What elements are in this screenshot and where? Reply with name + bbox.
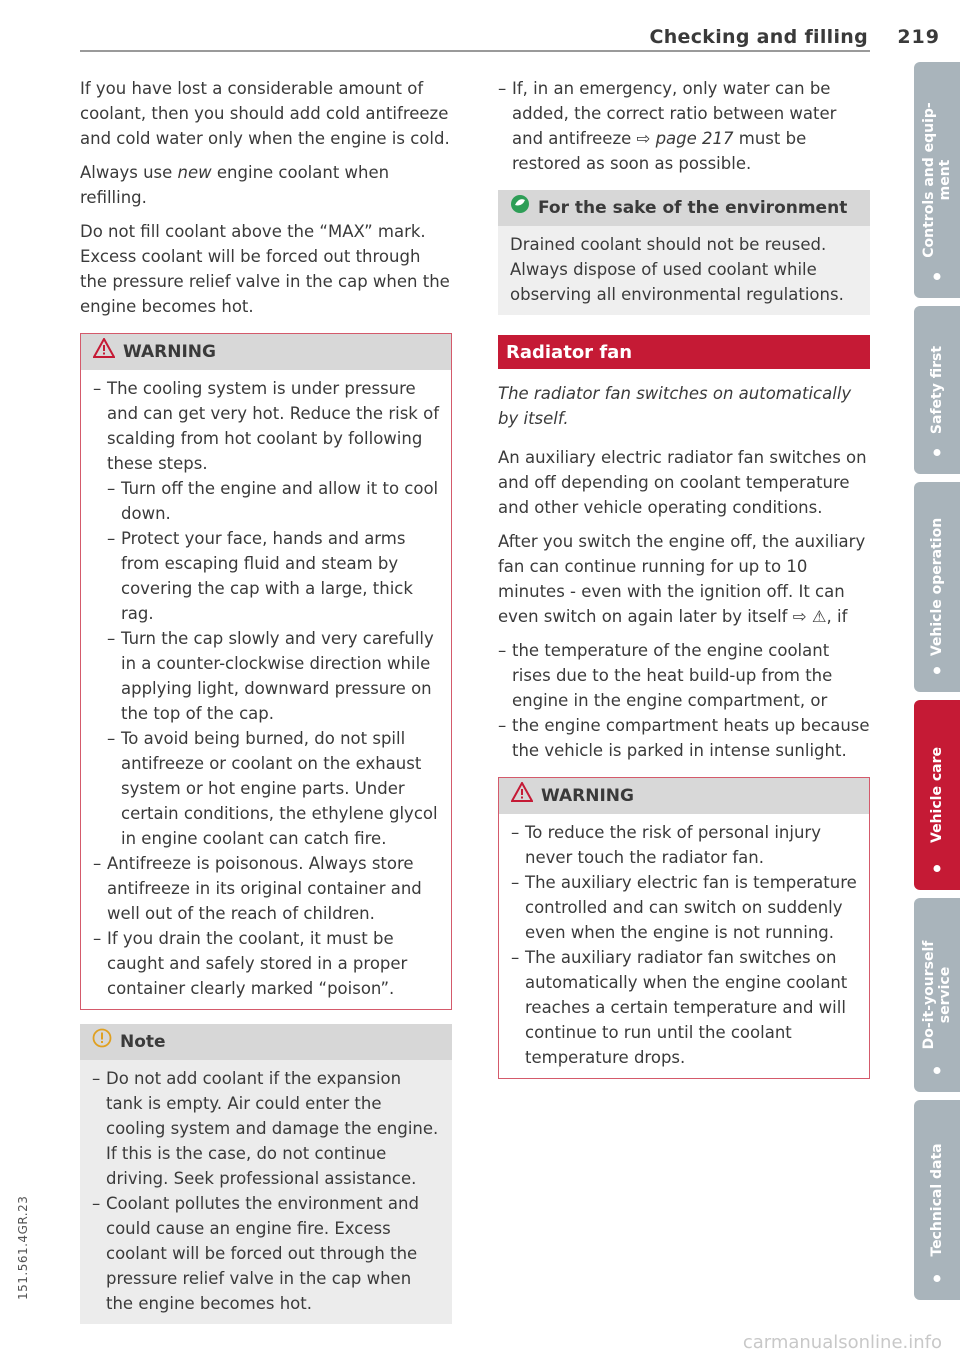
list-item: – The auxiliary radiator fan switches on automatically when the engine coolant reaches a certain temperature and will continue to run until the coolant temperature drops. xyxy=(511,945,857,1070)
note-list xyxy=(92,1066,440,1316)
warning-list xyxy=(93,376,439,1001)
text-fragment: must be restored as soon as possible. xyxy=(512,129,807,173)
list-item: – Do not add coolant if the expansion tank is empty. Air could enter the cooling system and damage the engine. If this is the case, do not continue driving. Seek professional assistance. xyxy=(92,1066,440,1191)
paragraph: Always use new engine coolant when refilling. xyxy=(80,163,390,207)
list-item: – Protect your face, hands and arms from escaping fluid and steam by covering the cap with a large, thick rag. xyxy=(107,526,439,626)
list-item: – The auxiliary electric fan is temperature controlled and can switch on suddenly even when the engine is not running. xyxy=(511,870,857,945)
warning-reference-link[interactable]: ⇨ ⚠ xyxy=(792,607,827,626)
condition-list xyxy=(498,638,870,763)
side-tab-safety[interactable] xyxy=(914,306,960,474)
side-tab-label: Technical data xyxy=(929,1143,945,1257)
warning-title: WARNING xyxy=(123,341,216,362)
section-heading: Radiator fan xyxy=(498,335,870,369)
paragraph: Do not fill coolant above the “MAX” mark. Excess coolant will be forced out through the pressure relief valve in the cap when the engine becomes hot. xyxy=(80,222,450,316)
environment-icon xyxy=(510,194,530,222)
warning-header xyxy=(81,334,451,370)
note-header xyxy=(80,1024,452,1060)
list-item: – To reduce the risk of personal injury never touch the radiator fan. xyxy=(511,820,857,870)
tab-dot-icon xyxy=(934,273,941,280)
paragraph: An auxiliary electric radiator fan switches on and off depending on coolant temperature and other vehicle operating conditions. xyxy=(498,448,867,517)
list-item: – Coolant pollutes the environment and could cause an engine fire. Excess coolant will be forced out through the pressure relief valve in the cap when the engine becomes hot. xyxy=(92,1191,440,1316)
environment-box xyxy=(498,190,870,315)
environment-title: For the sake of the environment xyxy=(538,197,848,218)
paragraph: If you have lost a considerable amount of coolant, then you should add cold antifreeze and cold water only when the engine is cold. xyxy=(80,79,450,148)
list-item: – If you drain the coolant, it must be caught and safely stored in a proper container clearly marked “poison”. xyxy=(93,926,439,1001)
page-number: 219 xyxy=(897,26,940,48)
left-column xyxy=(80,76,452,1336)
info-circle-icon xyxy=(92,1028,112,1056)
side-tab-label: Vehicle operation xyxy=(929,517,945,657)
tab-dot-icon xyxy=(934,1275,941,1282)
side-tab-label: Controls and equip- ment xyxy=(921,102,953,258)
list-item xyxy=(498,76,870,176)
warning-header xyxy=(499,778,869,814)
list-item: – Turn the cap slowly and very carefully in a counter-clockwise direction while applying light, downward pressure on the top of the cap. xyxy=(107,626,439,726)
list-item-text: The cooling system is under pressure and can get very hot. Reduce the risk of scalding from hot coolant by following these steps. xyxy=(107,379,439,473)
list-item: – the engine compartment heats up because the vehicle is parked in intense sunlight. xyxy=(498,713,870,763)
side-tab-label: Do-it-yourself service xyxy=(921,940,953,1050)
list-item: – Turn off the engine and allow it to cool down. xyxy=(107,476,439,526)
side-tab-vehicle-operation[interactable] xyxy=(914,482,960,692)
side-tab-vehicle-care[interactable] xyxy=(914,700,960,890)
page-reference-link[interactable]: ⇨ page 217 xyxy=(636,129,734,148)
warning-title: WARNING xyxy=(541,785,634,806)
warning-list xyxy=(511,820,857,1070)
warning-box xyxy=(498,777,870,1079)
watermark: carmanualsonline.info xyxy=(742,1332,942,1353)
text-fragment: After you switch the engine off, the auxiliary fan can continue running for up to 10 minutes - even with the ignition off. It can even switch on again later by itself xyxy=(498,532,866,626)
warning-box xyxy=(80,333,452,1010)
note-box xyxy=(80,1024,452,1324)
side-tab-do-it-yourself[interactable] xyxy=(914,898,960,1092)
emergency-list xyxy=(498,76,870,176)
environment-header xyxy=(498,190,870,226)
text-fragment: , if xyxy=(826,607,848,626)
warning-triangle-icon xyxy=(511,782,533,810)
tab-dot-icon xyxy=(934,865,941,872)
header-rule xyxy=(80,50,870,52)
note-title: Note xyxy=(120,1031,166,1052)
paragraph xyxy=(498,529,870,629)
list-item xyxy=(93,376,439,851)
text-fragment: If, in an emergency, only water can be added, the correct ratio between water and antifreeze xyxy=(512,79,837,148)
right-column xyxy=(498,76,870,1091)
warning-sublist xyxy=(107,476,439,851)
tab-dot-icon xyxy=(934,449,941,456)
tab-dot-icon xyxy=(934,667,941,674)
tab-dot-icon xyxy=(934,1067,941,1074)
side-tab-label: Safety first xyxy=(929,345,945,435)
running-header-title: Checking and filling xyxy=(649,26,868,48)
list-item: – Antifreeze is poisonous. Always store antifreeze in its original container and well out of the reach of children. xyxy=(93,851,439,926)
list-item: – the temperature of the engine coolant rises due to the heat build-up from the engine in the engine compartment, or xyxy=(498,638,870,713)
warning-triangle-icon xyxy=(93,338,115,366)
document-code: 151.561.4GR.23 xyxy=(16,1195,30,1300)
section-intro: The radiator fan switches on automatically by itself. xyxy=(498,384,852,428)
environment-text: Drained coolant should not be reused. Always dispose of used coolant while observing all environmental regulations. xyxy=(498,226,870,315)
side-tab-controls[interactable] xyxy=(914,62,960,298)
list-item: – To avoid being burned, do not spill antifreeze or coolant on the exhaust system or hot engine parts. Under certain conditions, the ethylene glycol in engine coolant can catch fire. xyxy=(107,726,439,851)
side-tab-technical-data[interactable] xyxy=(914,1100,960,1300)
side-tab-label: Vehicle care xyxy=(929,747,945,843)
